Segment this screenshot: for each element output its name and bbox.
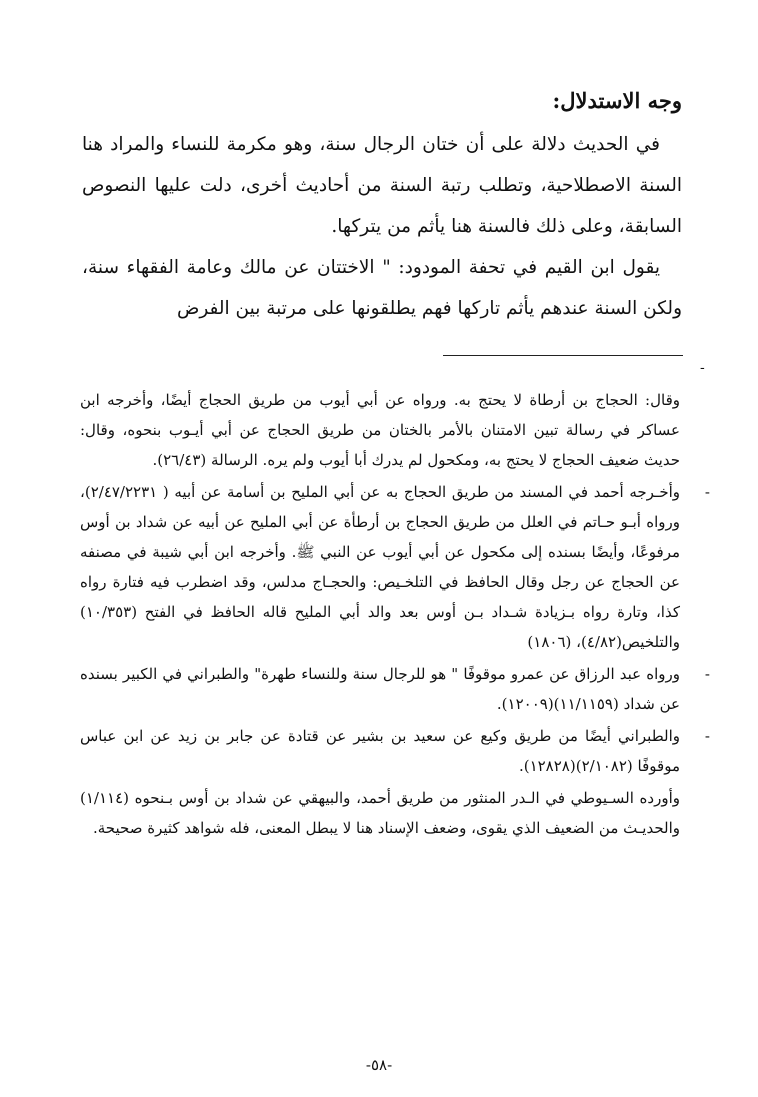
footnote-text: وقال: الحجاج بن أرطاة لا يحتج به. ورواه عن أبي أيوب من طريق الحجاج أيضًا، وأخرجه ابن عساكر في رسالة تبين الامتنان بالأمر بالختان من طريق الحجاج عن أبي أيـوب بنحوه، وقال: حديث ضعيف الحجاج لا يحتج به، ومكحول لم يدرك أبا أيوب ولم يره. الرسالة (٢٦/٤٣). xyxy=(80,391,680,469)
footnote-dash: - xyxy=(704,727,710,745)
footnote-dash: - xyxy=(704,483,710,501)
footnote xyxy=(80,783,680,843)
main-text xyxy=(82,78,682,329)
section-heading: وجه الاستدلال: xyxy=(552,88,682,113)
footnote-text: ورواه عبد الرزاق عن عمرو موقوفًا " هو للرجال سنة وللنساء طهرة" والطبراني في الكبير بسنده عن شداد (١١/١١٥٩)(١٢٠٠٩). xyxy=(80,665,680,713)
footnote xyxy=(80,721,710,781)
footnote xyxy=(80,659,710,719)
footnote-text: وأورده السـيوطي في الـدر المنثور من طريق أحمد، والبيهقي عن شداد بن أوس بـنحوه (١/١١٤) والحديـث من الضعيف الذي يقوى، وضعف الإسناد هنا لا يبطل المعنى، فله شواهد كثيرة صحيحة. xyxy=(80,789,680,837)
footnote-dash: - xyxy=(700,360,705,376)
footnotes xyxy=(80,385,710,845)
paragraph: في الحديث دلالة على أن ختان الرجال سنة، وهو مكرمة للنساء والمراد هنا السنة الاصطلاحية، وتطلب رتبة السنة من أحاديث أخرى، دلت عليها النصوص السابقة، وعلى ذلك فالسنة هنا يأثم من يتركها. xyxy=(82,134,682,237)
page-number: -٥٨- xyxy=(365,1056,393,1074)
footnote-dash: - xyxy=(704,665,710,683)
footnote-text: والطبراني أيضًا من طريق وكيع عن سعيد بن بشير عن قتادة عن جابر بن زيد عن ابن عباس موقوفًا (٢/١٠٨٢)(١٢٨٢٨). xyxy=(80,727,680,775)
footnote-separator xyxy=(443,355,683,356)
footnote-text: وأخـرجه أحمد في المسند من طريق الحجاج به عن أبي المليح بن أسامة عن أبيه ( ٢/٤٧/٢٢٣١)، ورواه أبـو حـاتم في العلل من طريق الحجاج بن أرطأة عن أبي المليح عن أبيه عن شداد بن أوس مرفوعًا، وأيضًا بسنده إلى مكحول عن أبي أيوب عن النبي ﷺ. وأخرجه ابن أبي شيبة في مصنفه عن الحجاج عن رجل وقال الحافظ في التلخـيص: والحجـاج مدلس، وقد اضطرب فيه فتارة رواه كذا، وتارة رواه بـزيادة شـداد بـن أوس بعد والد أبي المليح قاله الحافظ في الفتح (١٠/٣٥٣) والتلخيص(٤/٨٢)، (١٨٠٦) xyxy=(80,483,680,651)
paragraph: يقول ابن القيم في تحفة المودود: " الاختتان عن مالك وعامة الفقهاء سنة، ولكن السنة عندهم يأثم تاركها فهم يطلقونها على مرتبة بين الفرض xyxy=(82,257,682,319)
footnote xyxy=(80,385,680,475)
footnote xyxy=(80,477,710,657)
